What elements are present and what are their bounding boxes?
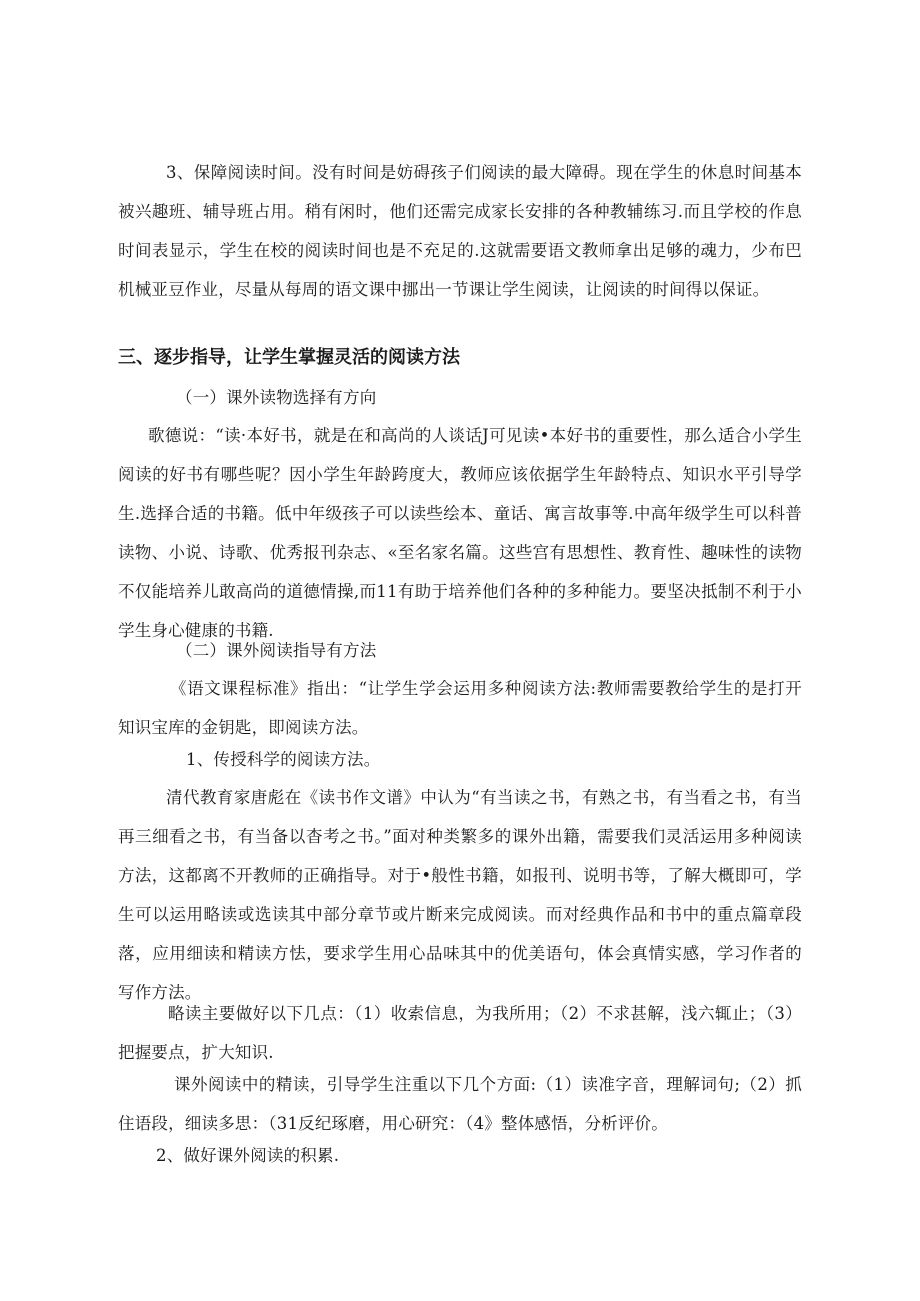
subheading-accumulation: 2、做好课外阅读的积累.: [156, 1146, 340, 1165]
paragraph-reading-time: 3、保障阅读时间。没有时间是妨碍孩子们阅读的最大障碍。现在学生的休息时间基本被兴趣班、辅导班占用。稍有闲时，他们还需完成家长安排的各种教辅练习.而且学校的作息时间表显示，学生在校的阅读时间也是不充足的.这就需要语文教师拿出足够的魂力，少布巴机械亚豆作业，尽量从每周的语文课中挪出一节课让学生阅读，让阅读的时间得以保证。: [118, 163, 802, 299]
subheading-reading-guidance: （二）课外阅读指导有方法: [176, 641, 377, 660]
paragraph-curriculum-standard: 《语文课程标准》指出：“让学生学会运用多种阅读方法:教师需要教给学生的是打开知识宝库的金钥匙，即阅读方法。: [118, 679, 802, 737]
paragraph-close-reading: 课外阅读中的精读，引导学生注重以下几个方面:（1）读准字音，理解词句;（2）抓住语段，细读多思：（31反纪琢磨，用心研究：（4》整体感悟，分析评价。: [118, 1075, 802, 1133]
section-heading-three: 三、逐步指导，让学生掌握灵活的阅读方法: [118, 347, 460, 368]
paragraph-goethe: 歌德说：“读·本好书，就是在和高尚的人谈话J可见读•本好书的重要性，那么适合小学生阅读的好书有哪些呢？因小学生年龄跨度大，教师应该依据学生年龄特点、知识水平引导学生.选择合适的书籍。低中年级孩子可以读些绘本、童话、寓言故事等.中高年级学生可以科普读物、小说、诗歌、优秀报刊杂志、«至名家名篇。这些宫有思想性、教育性、趣味性的读物不仅能培养儿敢高尚的道德情操,而11有助于培养他们各种的多种能力。要坚决抵制不利于小学生身心健康的书籍.: [118, 426, 802, 640]
paragraph-skimming: 略读主要做好以下几点：（1）收索信息，为我所用；（2）不求甚解，浅六辄止；（3）把握要点，扩大知识.: [118, 1004, 802, 1062]
subheading-scientific-method: 1、传授科学的阅读方法。: [186, 750, 381, 769]
subheading-reading-selection: （一）课外读物选择有方向: [176, 388, 377, 407]
paragraph-tang-biao: 清代教育家唐彪在《读书作文谱》中认为“有当读之书，有熟之书，有当看之书，有当再三细看之书，有当备以杳考之书。”面对种类繁多的课外出籍，需要我们灵活运用多种阅读方法，这都离不开教师的正确指导。对于•般性书籍，如报刊、说明书等，了解大概即可，学生可以运用略读或选读其中部分章节或片断来完成阅读。而对经典作品和书中的重点篇章段落，应用细读和精读方怯，要求学生用心品味其中的优美语句，体会真情实感，学习作者的写作方法。: [118, 788, 802, 1002]
